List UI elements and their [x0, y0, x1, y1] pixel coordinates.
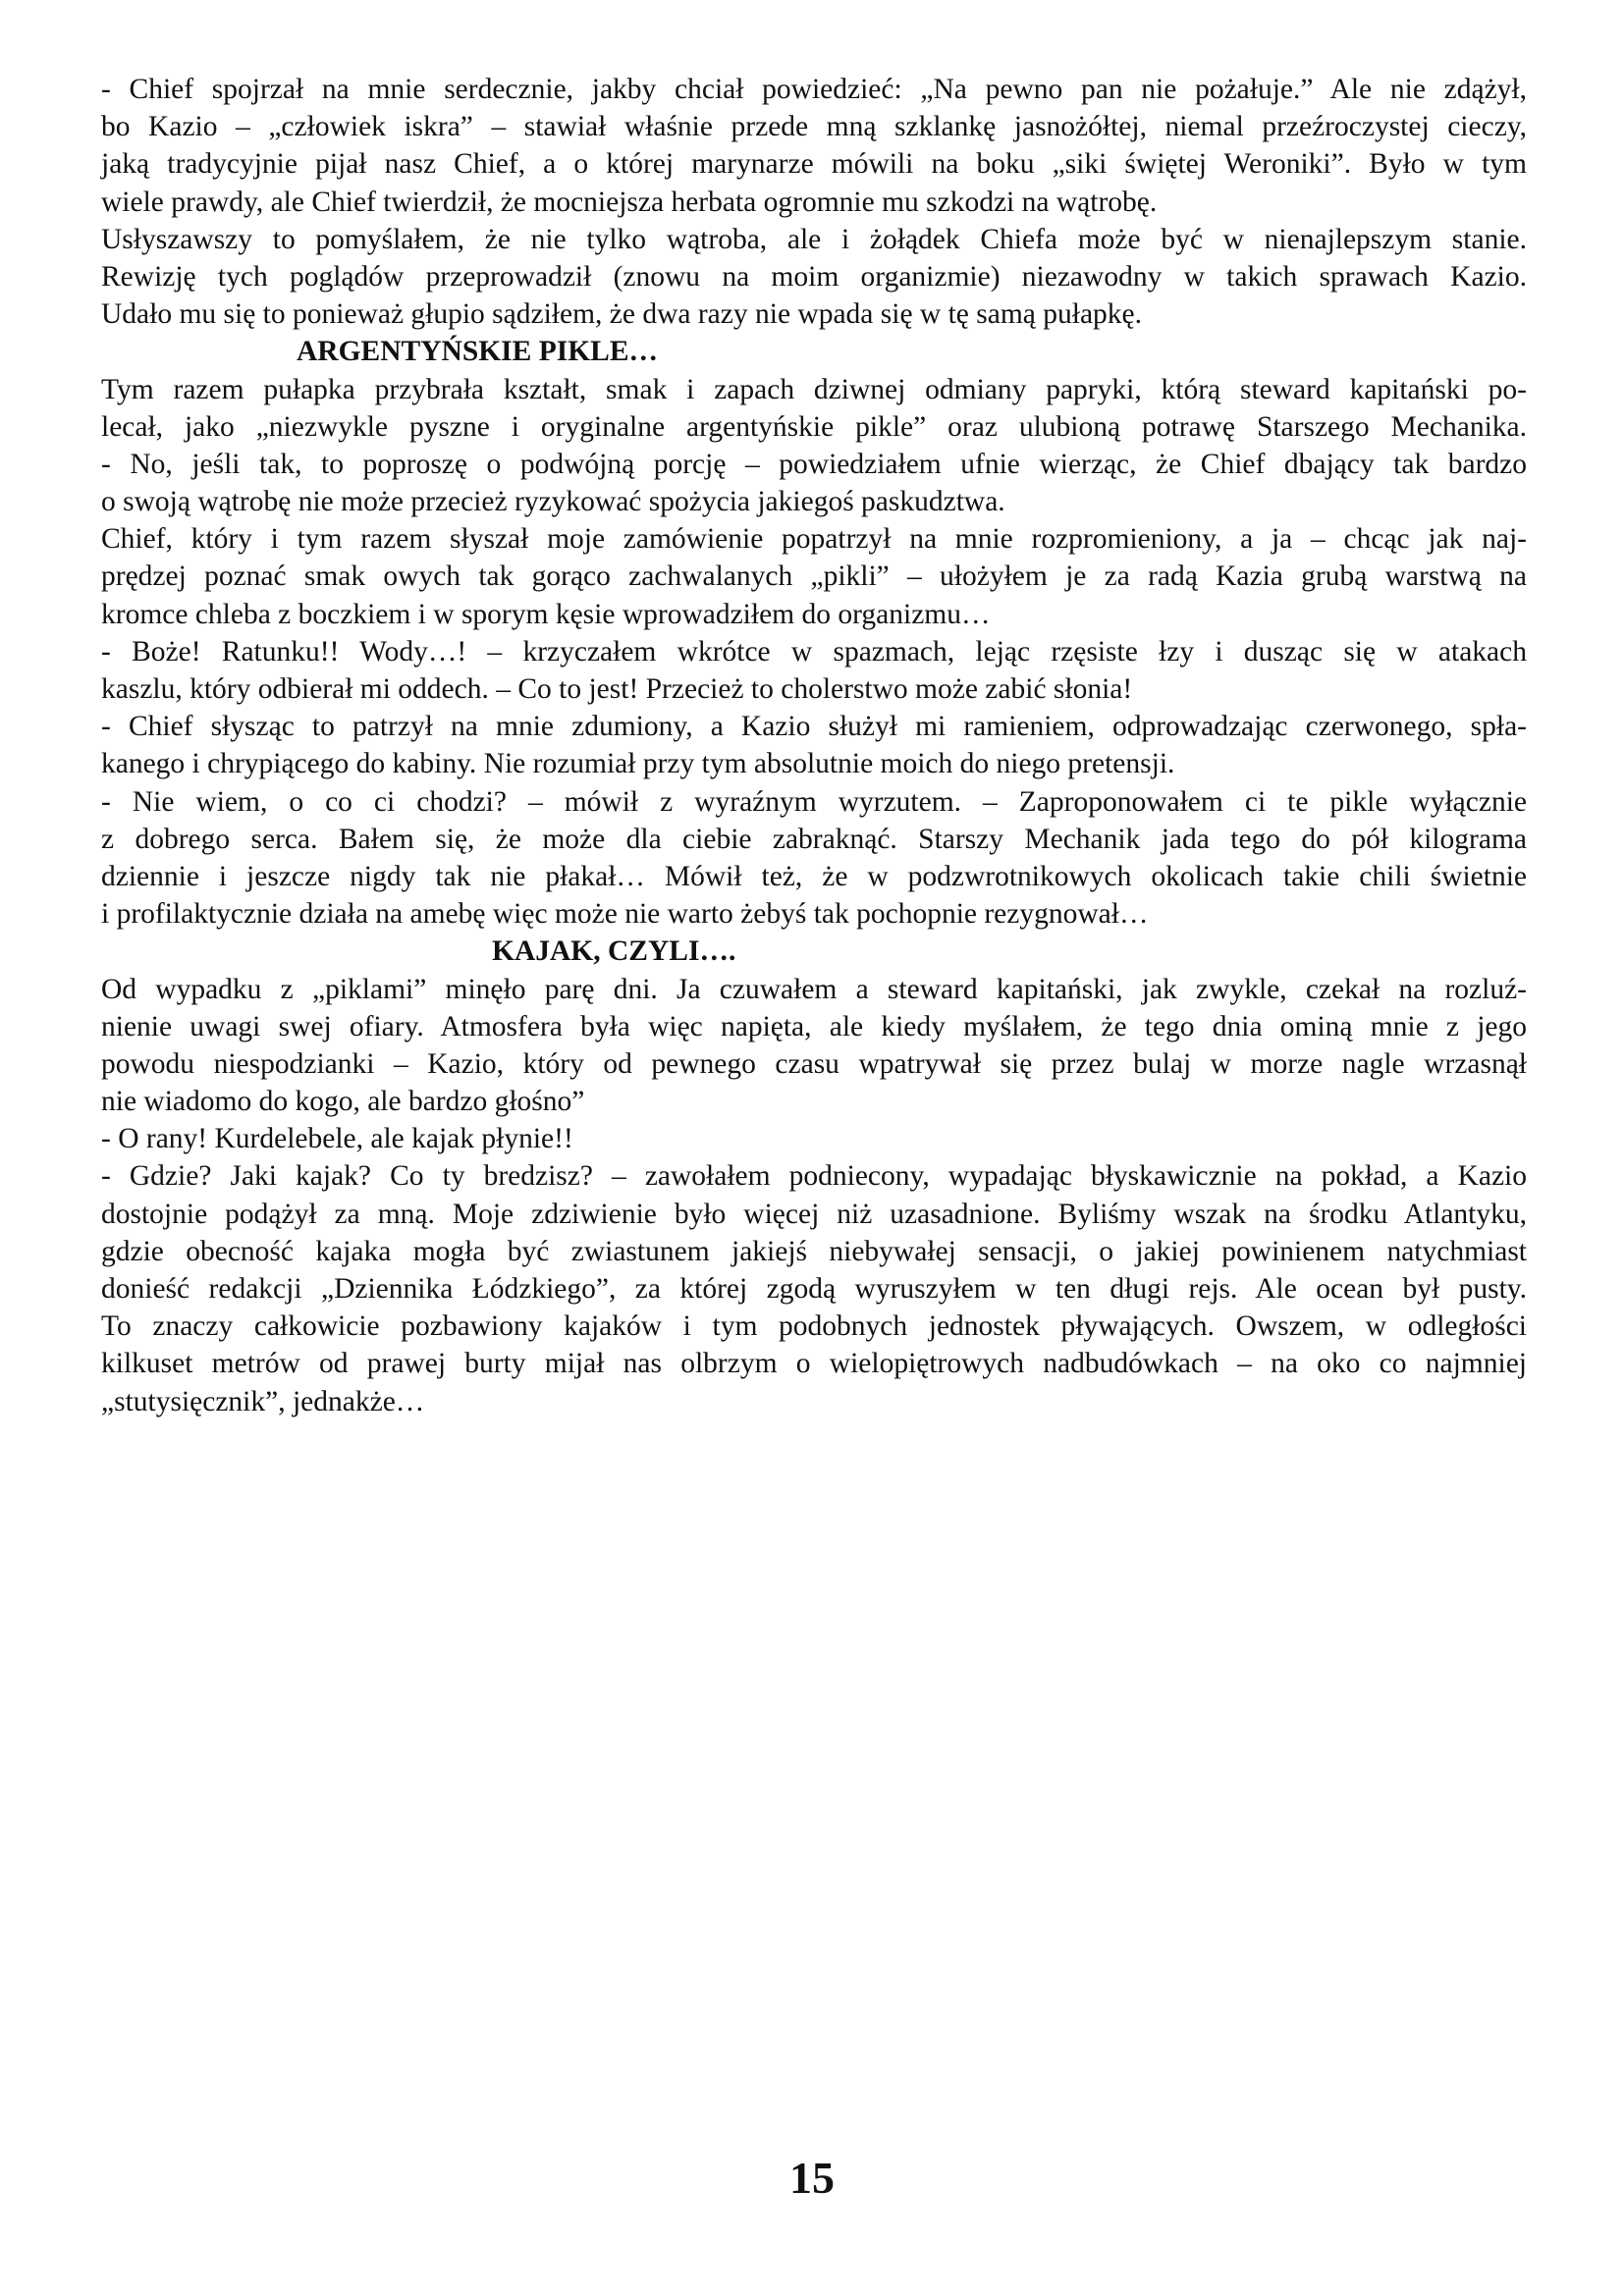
page-number: 15	[789, 2153, 835, 2203]
text-line: Od wypadku z „piklami” minęło parę dni. Ja czuwałem a steward kapitański, jak zwykle, czekał na rozluź-	[101, 973, 1527, 1005]
text-line: kaszlu, który odbierał mi oddech. – Co to jest! Przecież to cholerstwo może zabić słonia!	[101, 673, 1133, 705]
text-line: - Nie wiem, o co ci chodzi? – mówił z wyraźnym wyrzutem. – Zaproponowałem ci te pikle wyłącznie	[101, 785, 1527, 818]
text-line: - Boże! Ratunku!! Wody…! – krzyczałem wkrótce w spazmach, lejąc rzęsiste łzy i dusząc się w atakach	[101, 635, 1527, 667]
text-line: - No, jeśli tak, to poproszę o podwójną porcję – powiedziałem ufnie wierząc, że Chief dbający tak bardzo	[101, 448, 1527, 480]
text-line: z dobrego serca. Bałem się, że może dla ciebie zabraknąć. Starszy Mechanik jada tego do pół kilograma	[101, 823, 1527, 855]
text-line: jaką tradycyjnie pijał nasz Chief, a o której marynarze mówili na boku „siki świętej Weroniki”. Było w tym	[101, 148, 1527, 181]
text-line: kanego i chrypiącego do kabiny. Nie rozumiał przy tym absolutnie moich do niego pretensji.	[101, 748, 1175, 780]
text-line: kilkuset metrów od prawej burty mijał nas olbrzym o wielopiętrowych nadbudówkach – na oko co najmniej	[101, 1348, 1527, 1380]
text-line: Rewizję tych poglądów przeprowadził (znowu na moim organizmie) niezawodny w takich sprawach Kazio.	[101, 260, 1527, 293]
text-line: - Chief słysząc to patrzył na mnie zdumiony, a Kazio służył mi ramieniem, odprowadzając czerwonego, spła-	[101, 711, 1527, 743]
section-heading-kayak: KAJAK, CZYLI….	[492, 935, 736, 968]
text-line: dostojnie podążył za mną. Moje zdziwienie było więcej niż uzasadnione. Byliśmy wszak na środku Atlantyku,	[101, 1198, 1527, 1230]
text-line: nie wiadomo do kogo, ale bardzo głośno”	[101, 1086, 585, 1118]
text-line: To znaczy całkowicie pozbawiony kajaków i tym podobnych jednostek pływających. Owszem, w odległości	[101, 1310, 1527, 1343]
text-line: - O rany! Kurdelebele, ale kajak płynie!!	[101, 1123, 573, 1155]
text-line: Chief, który i tym razem słyszał moje zamówienie popatrzył na mnie rozpromieniony, a ja – chcąc jak naj-	[101, 523, 1527, 556]
text-line: - Gdzie? Jaki kajak? Co ty bredzisz? – zawołałem podniecony, wypadając błyskawicznie na pokład, a Kazio	[101, 1160, 1527, 1193]
text-line: powodu niespodzianki – Kazio, który od pewnego czasu wpatrywał się przez bulaj w morze nagle wrzasnął	[101, 1047, 1527, 1080]
text-line: wiele prawdy, ale Chief twierdził, że mocniejsza herbata ogromnie mu szkodzi na wątrobę.	[101, 186, 1158, 218]
document-page	[101, 71, 1527, 1420]
text-line: donieść redakcji „Dziennika Łódzkiego”, za której zgodą wyruszyłem w ten długi rejs. Ale ocean był pusty.	[101, 1273, 1527, 1305]
text-line: kromce chleba z boczkiem i w sporym kęsie wprowadziłem do organizmu…	[101, 598, 991, 630]
text-line: lecał, jako „niezwykle pyszne i oryginalne argentyńskie pikle” oraz ulubioną potrawę Starszego Mechanika.	[101, 410, 1527, 443]
text-line: Tym razem pułapka przybrała kształt, smak i zapach dziwnej odmiany papryki, którą steward kapitański po-	[101, 373, 1527, 405]
text-line: prędzej poznać smak owych tak gorąco zachwalanych „pikli” – ułożyłem je za radą Kazia grubą warstwą na	[101, 561, 1527, 593]
text-line: bo Kazio – „człowiek iskra” – stawiał właśnie przede mną szklankę jasnożółtej, niemal przeźroczystej cieczy,	[101, 111, 1527, 143]
section-heading-argentine-pickles: ARGENTYŃSKIE PIKLE…	[297, 336, 659, 368]
text-line: Usłyszawszy to pomyślałem, że nie tylko wątroba, ale i żołądek Chiefa może być w nienajlepszym stanie.	[101, 223, 1527, 255]
text-line: nienie uwagi swej ofiary. Atmosfera była więc napięta, ale kiedy myślałem, że tego dnia ominą mnie z jego	[101, 1010, 1527, 1042]
text-line: „stutysięcznik”, jednakże…	[101, 1385, 425, 1417]
text-line: gdzie obecność kajaka mogła być zwiastunem jakiejś niebywałej sensacji, o jakiej powinienem natychmiast	[101, 1235, 1527, 1267]
text-line: o swoją wątrobę nie może przecież ryzykować spożycia jakiegoś paskudztwa.	[101, 486, 1005, 518]
text-line: dziennie i jeszcze nigdy tak nie płakał… Mówił też, że w podzwrotnikowych okolicach takie chili świetnie	[101, 860, 1527, 892]
text-line: i profilaktycznie działa na amebę więc może nie warto żebyś tak pochopnie rezygnował…	[101, 898, 1149, 931]
text-line: - Chief spojrzał na mnie serdecznie, jakby chciał powiedzieć: „Na pewno pan nie pożałuje.” Ale nie zdążył,	[101, 74, 1527, 105]
text-line: Udało mu się to ponieważ głupio sądziłem, że dwa razy nie wpada się w tę samą pułapkę.	[101, 298, 1143, 331]
